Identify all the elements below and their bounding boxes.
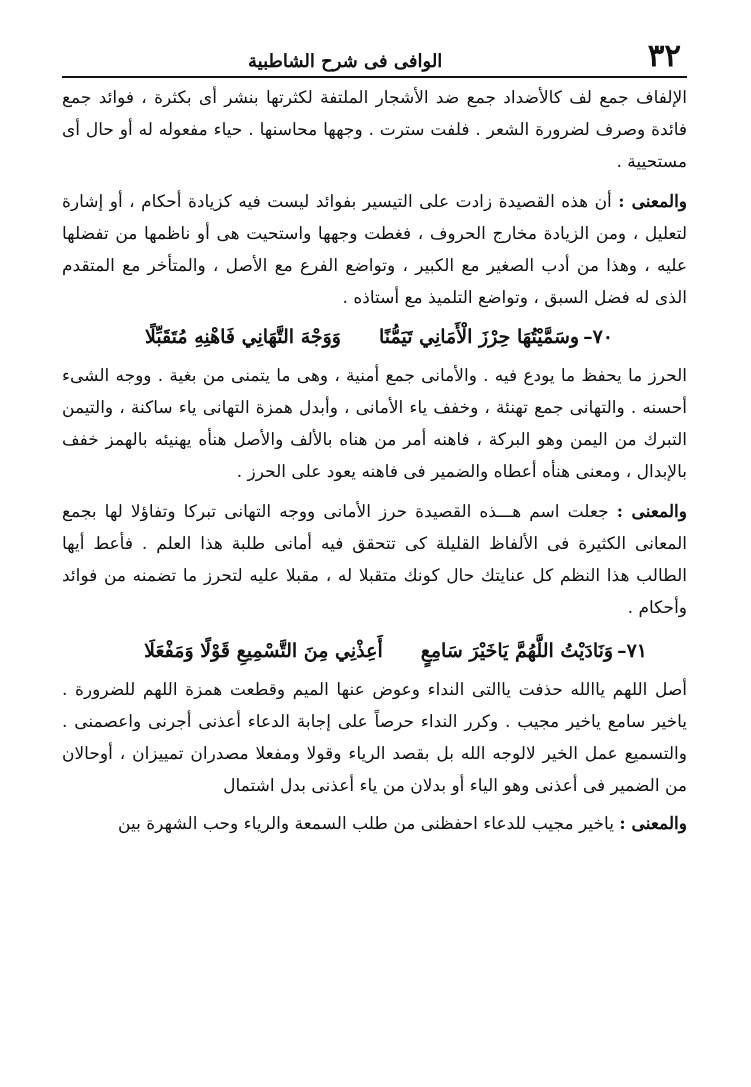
paragraph-vocabulary-1: الإلفاف جمع لف كالأضداد جمع ضد الأشجار الملتفة لكثرتها بنشر أى بكثرة ، فوائد جمع فائدة وصرف لضرورة الشعر . فلفت سترت . وجهها محاسنها . حياء مفعوله له أو حال أى مستحيية . [62, 88, 687, 172]
meaning-text: أن هذه القصيدة زادت على التيسير بفوائد ليست فيه كزيادة أحكام ، أو إشارة لتعليل ، ومن الزيادة مخارج الحروف ، فغطت وجهها واستحيت هى أو ناظمها من تفضلها عليه ، وهذا من أدب الصغير مع الكبير ، وتواضع الفرع مع الأصل ، والمتأخر مع المتقدم الذى له فضل السبق ، وتواضع التلميذ مع أستاذه . [62, 192, 687, 308]
paragraph-vocabulary-3: أصل اللهم ياالله حذفت ياالتى النداء وعوض عنها الميم وقطعت همزة اللهم للضرورة . ياخير سامع ياخير مجيب . وكرر النداء حرصاً على إجابة الدعاء أعذنى أجرنى واعصمنى . والتسميع عمل الخير لالوجه الله بل بقصد الرياء وقولا ومفعلا مصدران تمييزان ، أوحالان من الضمير فى أعذنى وهو الياء أو بدلان من ياء أعذنى بدل اشتمال [62, 680, 687, 796]
verse-hemistich-second: أَعِذْنِي مِنَ التَّسْمِيعِ قَوْلًا وَمَفْعَلَا [144, 640, 383, 662]
paragraph-meaning-1 [62, 186, 687, 314]
verse-number: ٧٠– [583, 326, 613, 348]
verse-number: ٧١– [617, 640, 647, 662]
verse-71 [62, 634, 687, 668]
paragraph-meaning-2 [62, 496, 687, 624]
meaning-label: والمعنى : [616, 502, 687, 522]
page-number: ٣٢ [647, 38, 681, 74]
paragraph-meaning-3 [62, 808, 687, 840]
verse-70 [62, 320, 687, 354]
paragraph-vocabulary-2: الحرز ما يحفظ ما يودع فيه . والأمانى جمع أمنية ، وهى ما يتمنى من بغية . ووجه الشىء أحسنه . والتهانى جمع تهنئة ، وخفف ياء الأمانى ، وأبدل همزة التهانى ياء ساكنة ، والتيمن التبرك من اليمن وهو البركة ، فاهنه أمر من هناه بالألف والأصل هنأه يهنيئه بالهمز خفف بالإبدال ، ومعنى هنأه أعطاه والضمير فى فاهنه يعود على الحرز . [62, 366, 687, 482]
verse-hemistich-second: وَوَجْهَ التَّهَانِي فَاهْنِهِ مُتَقَبِّلًا [144, 326, 341, 348]
verse-hemistich-first: وَنَادَيْتُ اللَّهُمَّ يَاخَيْرَ سَامِعٍ [420, 640, 614, 662]
verse-hemistich-first: وسَمَّيْتُهَا حِرْزَ الْأَمَانِي تَيَمُّنًا [379, 326, 580, 348]
meaning-label: والمعنى : [619, 814, 687, 834]
meaning-label: والمعنى : [618, 192, 688, 212]
meaning-text: ياخير مجيب للدعاء احفظنى من طلب السمعة والرياء وحب الشهرة بين [118, 814, 620, 834]
page-header [62, 28, 687, 78]
running-title: الوافى فى شرح الشاطبية [248, 51, 443, 72]
meaning-text: جعلت اسم هـــذه القصيدة حرز الأمانى ووجه التهانى تبركا وتفاؤلا لها بجمع المعانى الكثيرة فى الألفاظ القليلة كى تتحقق فيه أمانى طلبة هذا العلم . فأعط أيها الطالب هذا النظم كل عنايتك حال كونك متقبلا له ، مقبلا عليه لتحرز ما تضمنه من فوائد وأحكام . [62, 502, 687, 618]
